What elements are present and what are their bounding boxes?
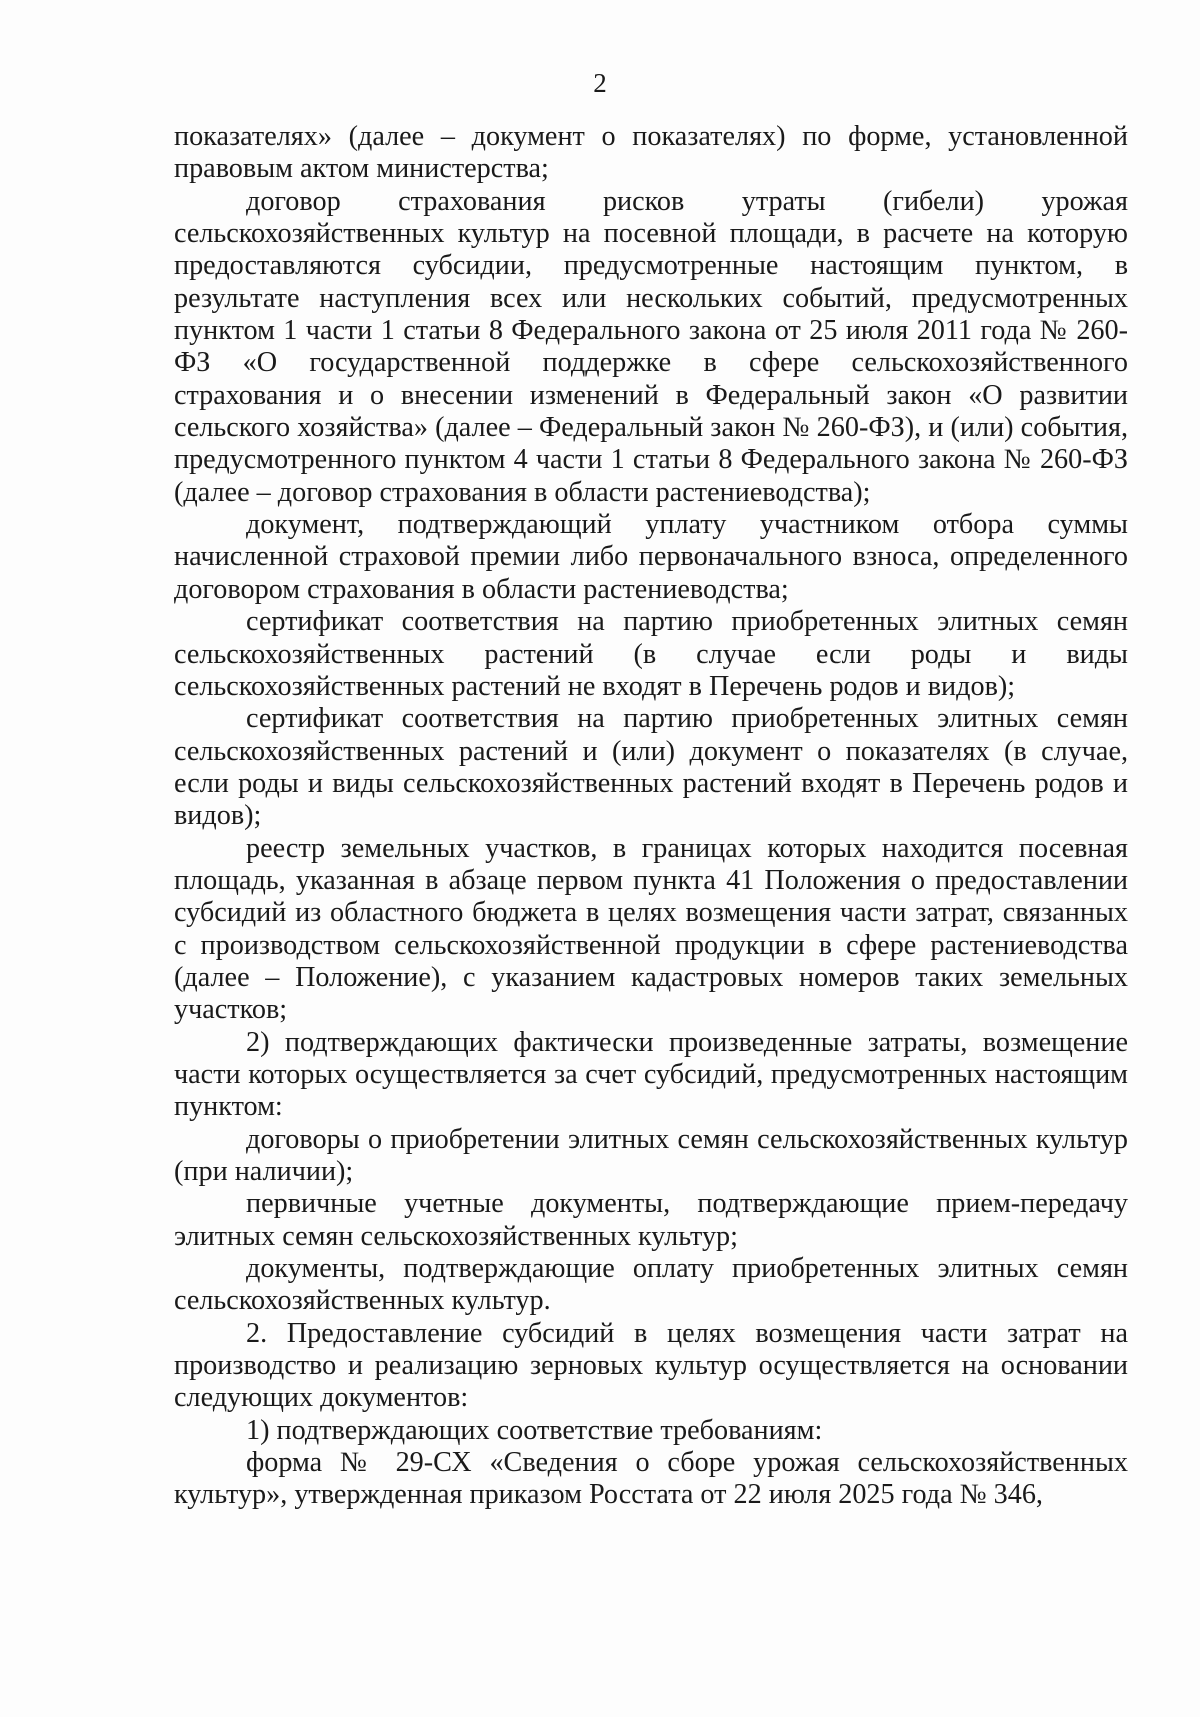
paragraph-certificate-in-list: сертификат соответствия на партию приобретенных элитных семян сельскохозяйственных растений и (или) документ о показателях (в случае, если роды и виды сельскохозяйственных растений входят в Перечень родов и видов);: [174, 703, 1128, 832]
paragraph-purchase-contracts: договоры о приобретении элитных семян сельскохозяйственных культур (при наличии);: [174, 1123, 1128, 1187]
paragraph-actual-costs: 2) подтверждающих фактически произведенные затраты, возмещение части которых осуществляется за счет субсидий, предусмотренных настоящим пунктом:: [174, 1026, 1128, 1123]
page-number: 2: [593, 68, 607, 98]
paragraph-grain-subsidies: 2. Предоставление субсидий в целях возмещения части затрат на производство и реализацию зерновых культур осуществляется на основании следующих документов:: [174, 1317, 1128, 1414]
paragraph-payment-documents: документы, подтверждающие оплату приобретенных элитных семян сельскохозяйственных культур.: [174, 1253, 1128, 1317]
paragraph-form-29sx: форма № 29-СХ «Сведения о сборе урожая сельскохозяйственных культур», утвержденная приказом Росстата от 22 июля 2025 года № 346,: [174, 1447, 1128, 1511]
paragraph-certificate-not-in-list: сертификат соответствия на партию приобретенных элитных семян сельскохозяйственных растений (в случае если роды и виды сельскохозяйственных растений не входят в Перечень родов и видов);: [174, 606, 1128, 702]
paragraph-land-registry: реестр земельных участков, в границах которых находится посевная площадь, указанная в абзаце первом пункта 41 Положения о предоставлении субсидий из областного бюджета в целях возмещения части затрат, связанных с производством сельскохозяйственной продукции в сфере растениеводства (далее – Положение), с указанием кадастровых номеров таких земельных участков;: [174, 832, 1128, 1026]
paragraph-compliance: 1) подтверждающих соответствие требованиям:: [246, 1414, 823, 1446]
paragraph-premium-payment: документ, подтверждающий уплату участником отбора суммы начисленной страховой премии либо первоначального взноса, определенного договором страхования в области растениеводства;: [174, 509, 1128, 605]
paragraph-insurance-contract: договор страхования рисков утраты (гибели) урожая сельскохозяйственных культур на посевной площади, в расчете на которую предоставляются субсидии, предусмотренные настоящим пунктом, в результате наступления всех или нескольких событий, предусмотренных пунктом 1 части 1 статьи 8 Федерального закона от 25 июля 2011 года № 260-ФЗ «О государственной поддержке в сфере сельскохозяйственного страхования и о внесении изменений в Федеральный закон «О развитии сельского хозяйства» (далее – Федеральный закон № 260-ФЗ), и (или) события, предусмотренного пунктом 4 части 1 статьи 8 Федерального закона № 260-ФЗ (далее – договор страхования в области растениеводства);: [174, 185, 1128, 508]
document-body: [174, 121, 1128, 1512]
paragraph-primary-documents: первичные учетные документы, подтверждающие прием-передачу элитных семян сельскохозяйственных культур;: [174, 1188, 1128, 1252]
paragraph-continuation: показателях» (далее – документ о показателях) по форме, установленной правовым актом министерства;: [174, 121, 1128, 185]
